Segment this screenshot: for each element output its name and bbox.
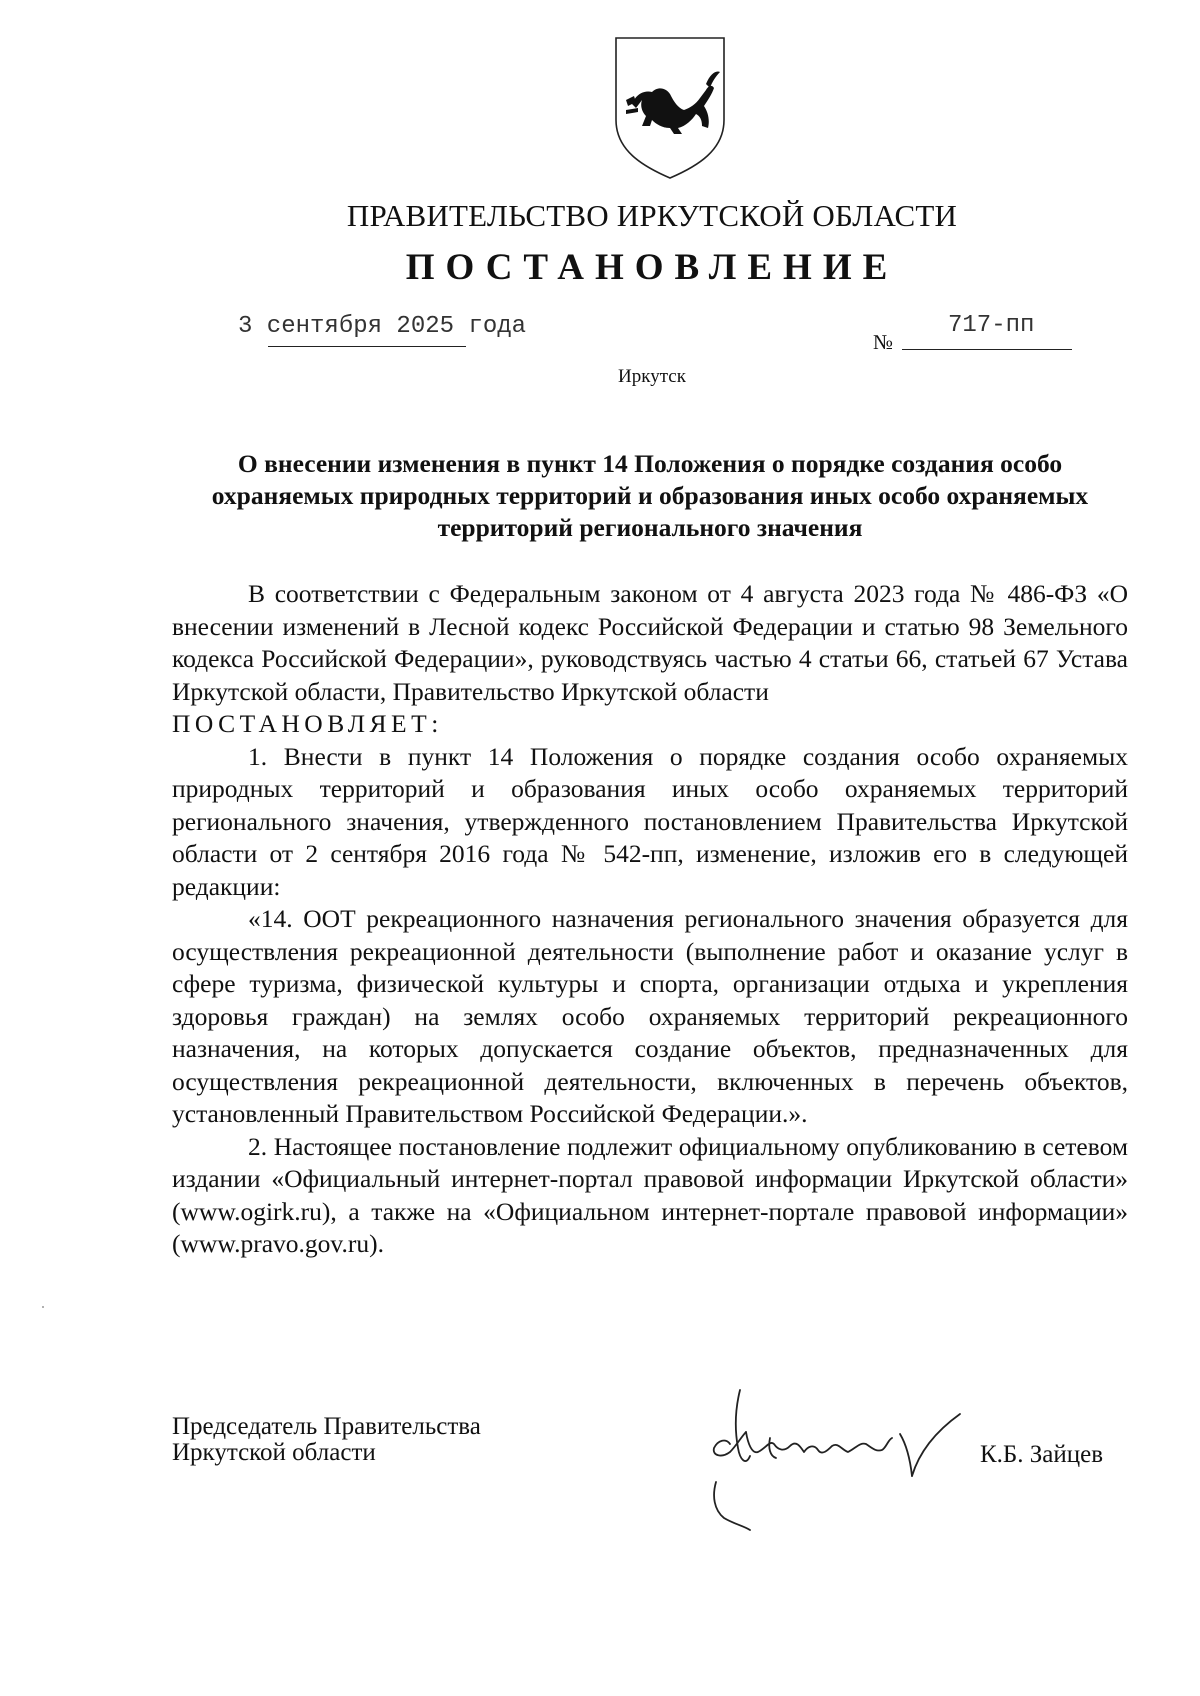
city-name: Иркутск [618,366,686,387]
document-title: О внесении изменения в пункт 14 Положения о порядке создания особо охраняемых природных территорий и образования иных особо охраняемых территорий регионального значения [211,449,1089,542]
item-2-paragraph: 2. Настоящее постановление подлежит официальному опубликованию в сетевом издании «Официальный интернет-портал правовой информации Иркутской области» (www.ogirk.ru), а также на «Официальном интернет-портале правовой информации» (www.pravo.gov.ru). [172,1131,1128,1258]
coat-of-arms-icon [612,34,728,182]
signer-position-line-1: Председатель Правительства [172,1413,481,1440]
signer-position [172,1414,481,1466]
date-underline [268,346,466,347]
document-number: 717-пп [948,312,1035,339]
item-1-paragraph: 1. Внести в пункт 14 Положения о порядке создания особо охраняемых природных территорий и образования иных особо охраняемых территорий регионального значения, утвержденного постановлением Правительства Иркутской области от 2 сентября 2016 года № 542-пп, изменение, изложив его в следующей редакции: [172,741,1128,901]
signer-name: К.Б. Зайцев [980,1441,1104,1468]
preamble-paragraph: В соответствии с Федеральным законом от 4 августа 2023 года № 486-ФЗ «О внесении изменений в Лесной кодекс Российской Федерации и статью 98 Земельного кодекса Российской Федерации», руководствуясь частью 4 статьи 66, статьей 67 Устава Иркутской области, Правительство Иркутской области [172,579,1128,706]
resolves-line: ПОСТАНОВЛЯЕТ: [172,709,443,738]
number-sign: № [873,330,894,354]
handwritten-signature [700,1386,962,1536]
signer-position-line-2: Иркутской области [172,1439,376,1466]
number-underline [902,349,1072,350]
document-body [172,578,1128,1261]
document-date: 3 сентября 2025 года [238,313,527,340]
document-type: ПОСТАНОВЛЕНИЕ [405,247,899,288]
item-1-quote-paragraph: «14. ООТ рекреационного назначения регионального значения образуется для осуществления рекреационной деятельности (выполнение работ и оказание услуг в сфере туризма, физической культуры и спорта, организации отдыха и укрепления здоровья граждан) на землях особо охраняемых территорий рекреационного назначения, на которых допускается создание объектов, предназначенных для осуществления рекреационной деятельности, включенных в перечень объектов, установленный Правительством Российской Федерации.». [172,904,1128,1128]
scan-speck [42,1306,44,1308]
organization-name: ПРАВИТЕЛЬСТВО ИРКУТСКОЙ ОБЛАСТИ [346,198,958,233]
